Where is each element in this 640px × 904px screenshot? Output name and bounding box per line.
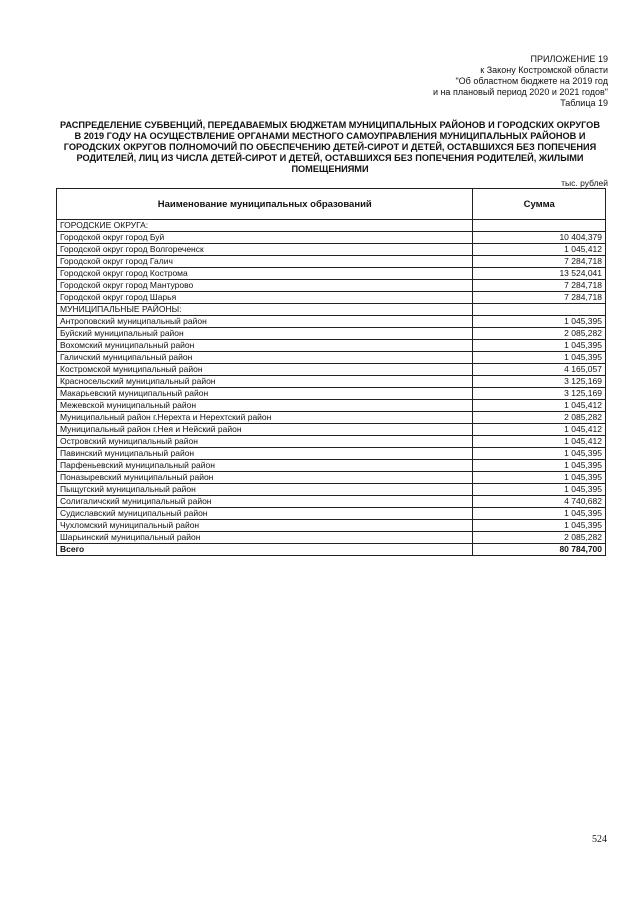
appendix-line: к Закону Костромской области [480,65,608,75]
table-header-row [57,189,606,220]
row-sum: 1 045,395 [473,448,606,460]
row-name: Островский муниципальный район [57,436,473,448]
row-name: Муниципальный район г.Нея и Нейский район [57,424,473,436]
table-row [57,244,606,256]
row-sum: 1 045,412 [473,424,606,436]
table-row [57,400,606,412]
table-row [57,292,606,304]
row-name: Солигаличский муниципальный район [57,496,473,508]
appendix-header [433,54,608,109]
table-row [57,256,606,268]
row-sum: 1 045,395 [473,460,606,472]
table-row [57,508,606,520]
row-name: Шарьинский муниципальный район [57,532,473,544]
column-header-name: Наименование муниципальных образований [57,189,473,220]
row-sum: 7 284,718 [473,280,606,292]
row-sum: 1 045,395 [473,352,606,364]
row-name: Чухломский муниципальный район [57,520,473,532]
table-row [57,532,606,544]
row-name: Судиславский муниципальный район [57,508,473,520]
table-row [57,436,606,448]
table-row [57,328,606,340]
row-name: Галичский муниципальный район [57,352,473,364]
row-sum: 4 165,057 [473,364,606,376]
row-name: Павинский муниципальный район [57,448,473,460]
row-name: Городской округ город Буй [57,232,473,244]
table-row [57,340,606,352]
page-number: 524 [592,834,607,845]
row-sum: 3 125,169 [473,376,606,388]
table-row [57,496,606,508]
row-name: Городской округ город Галич [57,256,473,268]
row-sum: 7 284,718 [473,256,606,268]
table-row [57,484,606,496]
row-sum: 2 085,282 [473,412,606,424]
table-row [57,232,606,244]
total-label: Всего [57,544,473,556]
table-row [57,220,606,232]
table-row [57,472,606,484]
row-sum: 7 284,718 [473,292,606,304]
appendix-line: "Об областном бюджете на 2019 год [455,76,608,86]
row-name: Антроповский муниципальный район [57,316,473,328]
table-row [57,460,606,472]
row-sum [473,304,606,316]
row-sum: 3 125,169 [473,388,606,400]
row-sum: 1 045,412 [473,436,606,448]
row-sum: 13 524,041 [473,268,606,280]
row-name: Межевской муниципальный район [57,400,473,412]
total-sum: 80 784,700 [473,544,606,556]
row-name: Городской округ город Шарья [57,292,473,304]
row-name: Парфеньевский муниципальный район [57,460,473,472]
table-body [57,220,606,544]
table-row [57,520,606,532]
row-name: Городской округ город Мантурово [57,280,473,292]
table-row [57,364,606,376]
row-sum: 2 085,282 [473,532,606,544]
row-name: Городской округ город Кострома [57,268,473,280]
row-name: Поназыревский муниципальный район [57,472,473,484]
row-sum: 1 045,395 [473,484,606,496]
document-title: РАСПРЕДЕЛЕНИЕ СУБВЕНЦИЙ, ПЕРЕДАВАЕМЫХ БЮДЖЕТАМ МУНИЦИПАЛЬНЫХ РАЙОНОВ И ГОРОДСКИХ ОКРУГОВ В 2019 ГОДУ НА ОСУЩЕСТВЛЕНИЕ ОРГАНАМИ МЕСТНОГО САМОУПРАВЛЕНИЯ МУНИЦИПАЛЬНЫХ РАЙОНОВ И ГОРОДСКИХ ОКРУГОВ ПОЛНОМОЧИЙ ПО ОБЕСПЕЧЕНИЮ ДЕТЕЙ-СИРОТ И ДЕТЕЙ, ОСТАВШИХСЯ БЕЗ ПОПЕЧЕНИЯ РОДИТЕЛЕЙ, ЛИЦ ИЗ ЧИСЛА ДЕТЕЙ-СИРОТ И ДЕТЕЙ, ОСТАВШИХСЯ БЕЗ ПОПЕЧЕНИЯ РОДИТЕЛЕЙ, ЖИЛЫМИ ПОМЕЩЕНИЯМИ [60,120,600,174]
table-row [57,304,606,316]
row-sum: 2 085,282 [473,328,606,340]
row-name: Муниципальный район г.Нерехта и Нерехтский район [57,412,473,424]
table-row [57,280,606,292]
row-sum: 1 045,395 [473,520,606,532]
row-sum: 1 045,395 [473,508,606,520]
appendix-line: Таблица 19 [560,98,608,108]
row-name: МУНИЦИПАЛЬНЫЕ РАЙОНЫ: [57,304,473,316]
row-name: ГОРОДСКИЕ ОКРУГА: [57,220,473,232]
table-row [57,352,606,364]
row-name: Вохомский муниципальный район [57,340,473,352]
row-name: Красносельский муниципальный район [57,376,473,388]
row-name: Буйский муниципальный район [57,328,473,340]
row-name: Макарьевский муниципальный район [57,388,473,400]
table-row [57,424,606,436]
row-sum: 1 045,395 [473,472,606,484]
table-row [57,316,606,328]
row-sum: 4 740,682 [473,496,606,508]
appendix-line: и на плановый период 2020 и 2021 годов" [432,87,608,97]
row-sum: 1 045,412 [473,244,606,256]
table-row [57,412,606,424]
row-sum: 1 045,412 [473,400,606,412]
appendix-line: ПРИЛОЖЕНИЕ 19 [530,54,608,64]
row-sum: 1 045,395 [473,316,606,328]
row-sum: 1 045,395 [473,340,606,352]
total-row [57,544,606,556]
row-name: Городской округ город Волгореченск [57,244,473,256]
table-row [57,268,606,280]
row-name: Костромской муниципальный район [57,364,473,376]
row-sum [473,220,606,232]
table-row [57,448,606,460]
column-header-sum: Сумма [473,189,606,220]
row-sum: 10 404,379 [473,232,606,244]
subsidy-table [56,188,606,556]
units-label: тыс. рублей [561,178,608,188]
row-name: Пыщугский муниципальный район [57,484,473,496]
table-row [57,376,606,388]
table-row [57,388,606,400]
